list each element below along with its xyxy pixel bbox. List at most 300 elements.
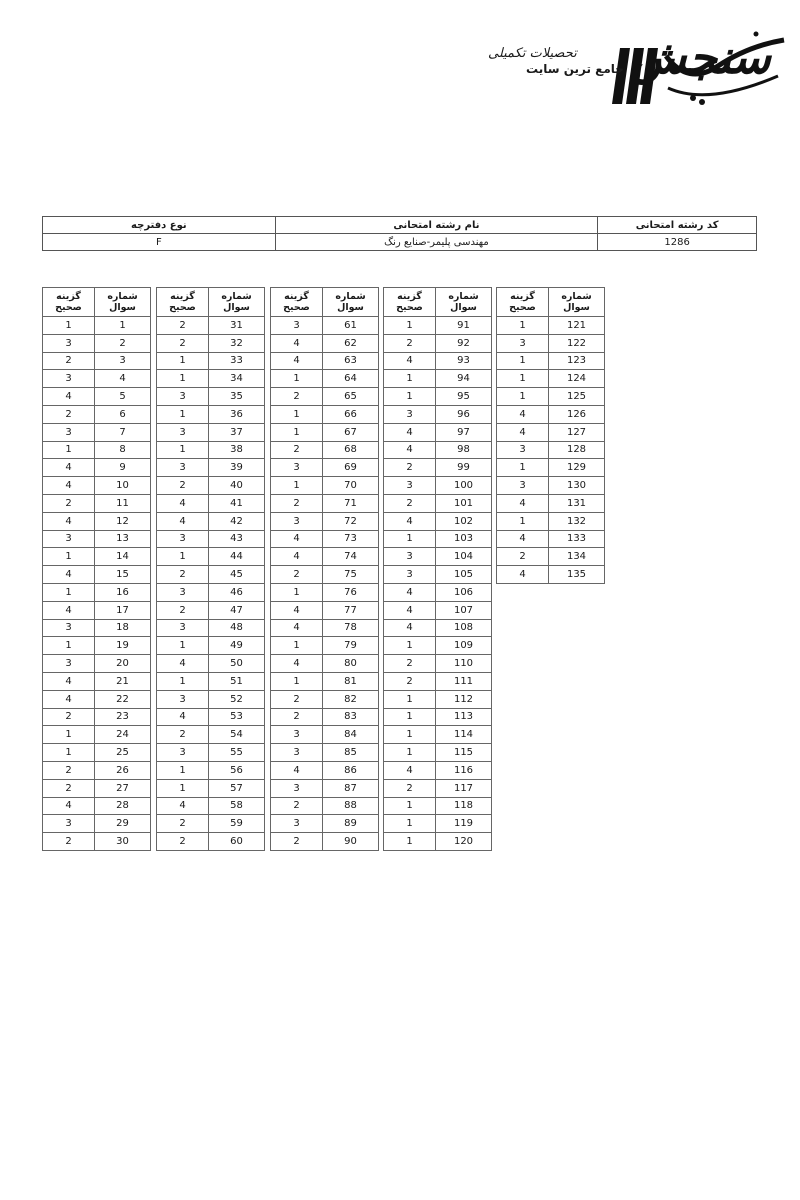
table-row (43, 405, 151, 423)
table-row (157, 601, 265, 619)
correct-answer: 3 (43, 619, 95, 637)
table-row (271, 583, 379, 601)
question-number: 2 (95, 334, 151, 352)
question-number: 117 (436, 779, 492, 797)
correct-answer: 2 (157, 833, 209, 851)
correct-answer: 2 (43, 405, 95, 423)
field-name-header: نام رشته امتحانی (275, 217, 598, 234)
booklet-type-header: نوع دفترچه (43, 217, 276, 234)
correct-answer: 3 (43, 815, 95, 833)
question-number: 51 (209, 672, 265, 690)
correct-answer: 2 (43, 494, 95, 512)
correct-answer: 2 (271, 833, 323, 851)
table-row (157, 512, 265, 530)
correct-answer: 3 (157, 583, 209, 601)
exam-info-table (42, 216, 757, 251)
question-number: 102 (436, 512, 492, 530)
question-number: 70 (323, 477, 379, 495)
question-number: 40 (209, 477, 265, 495)
field-name-value: مهندسی پلیمر-صنایع رنگ (275, 234, 598, 251)
table-row (43, 779, 151, 797)
correct-answer: 4 (43, 797, 95, 815)
table-row (384, 672, 492, 690)
correct-answer: 3 (384, 566, 436, 584)
question-number: 71 (323, 494, 379, 512)
table-row (43, 317, 151, 335)
correct-answer: 2 (43, 779, 95, 797)
question-number: 17 (95, 601, 151, 619)
correct-answer: 1 (497, 370, 549, 388)
table-row (43, 761, 151, 779)
table-row (384, 334, 492, 352)
table-row (271, 566, 379, 584)
table-row (271, 352, 379, 370)
table-row (384, 494, 492, 512)
correct-answer: 1 (384, 370, 436, 388)
correct-answer: 4 (271, 655, 323, 673)
answer-block-3 (270, 287, 379, 851)
table-row (384, 779, 492, 797)
question-number: 101 (436, 494, 492, 512)
table-row (157, 441, 265, 459)
correct-answer: 2 (271, 441, 323, 459)
question-number: 69 (323, 459, 379, 477)
correct-answer: 2 (497, 548, 549, 566)
correct-answer: 4 (271, 761, 323, 779)
question-number: 127 (549, 423, 605, 441)
correct-answer: 4 (157, 797, 209, 815)
correct-answer: 1 (384, 388, 436, 406)
logo-brand-text: سنجش (630, 30, 771, 84)
correct-answer: 3 (384, 405, 436, 423)
table-row (384, 352, 492, 370)
question-number: 75 (323, 566, 379, 584)
table-row (43, 655, 151, 673)
table-row (384, 530, 492, 548)
table-row (497, 405, 605, 423)
correct-answer: 4 (384, 601, 436, 619)
correct-answer: 2 (384, 334, 436, 352)
answer-block-4 (383, 287, 492, 851)
question-number: 100 (436, 477, 492, 495)
question-number: 30 (95, 833, 151, 851)
correct-answer: 3 (157, 423, 209, 441)
correct-answer-header: گزینه صحیح (271, 288, 323, 317)
correct-answer: 3 (384, 477, 436, 495)
correct-answer: 3 (157, 459, 209, 477)
correct-answer: 3 (271, 779, 323, 797)
question-number: 91 (436, 317, 492, 335)
correct-answer: 1 (271, 583, 323, 601)
question-number: 128 (549, 441, 605, 459)
correct-answer: 3 (43, 334, 95, 352)
question-number: 124 (549, 370, 605, 388)
question-number: 88 (323, 797, 379, 815)
question-number: 121 (549, 317, 605, 335)
correct-answer: 1 (157, 672, 209, 690)
correct-answer: 1 (384, 744, 436, 762)
table-row (157, 637, 265, 655)
table-row (271, 441, 379, 459)
table-row (43, 334, 151, 352)
table-row (384, 566, 492, 584)
correct-answer: 3 (271, 815, 323, 833)
question-number: 25 (95, 744, 151, 762)
question-number: 34 (209, 370, 265, 388)
question-number: 82 (323, 690, 379, 708)
correct-answer-header: گزینه صحیح (384, 288, 436, 317)
correct-answer: 1 (271, 405, 323, 423)
table-row (43, 815, 151, 833)
question-number: 106 (436, 583, 492, 601)
question-number: 66 (323, 405, 379, 423)
question-number: 32 (209, 334, 265, 352)
question-number-header: شماره سوال (209, 288, 265, 317)
table-row (497, 388, 605, 406)
question-number: 43 (209, 530, 265, 548)
question-number: 58 (209, 797, 265, 815)
correct-answer: 1 (157, 441, 209, 459)
question-number: 28 (95, 797, 151, 815)
info-header-row (43, 217, 757, 234)
correct-answer: 1 (497, 317, 549, 335)
correct-answer: 1 (497, 352, 549, 370)
correct-answer: 1 (384, 708, 436, 726)
table-row (271, 334, 379, 352)
table-row (497, 459, 605, 477)
table-row (384, 370, 492, 388)
correct-answer: 2 (43, 708, 95, 726)
table-row (157, 317, 265, 335)
table-row (497, 477, 605, 495)
table-row (157, 833, 265, 851)
correct-answer: 4 (43, 601, 95, 619)
question-number: 63 (323, 352, 379, 370)
question-number: 5 (95, 388, 151, 406)
table-row (384, 815, 492, 833)
correct-answer: 4 (384, 512, 436, 530)
table-row (157, 672, 265, 690)
table-row (157, 708, 265, 726)
question-number: 86 (323, 761, 379, 779)
table-row (157, 388, 265, 406)
question-number: 80 (323, 655, 379, 673)
table-row (157, 583, 265, 601)
table-row (271, 726, 379, 744)
table-row (43, 637, 151, 655)
table-row (497, 334, 605, 352)
question-number: 105 (436, 566, 492, 584)
logo (488, 26, 788, 116)
correct-answer: 4 (384, 441, 436, 459)
question-number: 12 (95, 512, 151, 530)
table-row (384, 583, 492, 601)
question-number: 15 (95, 566, 151, 584)
table-row (271, 761, 379, 779)
question-number-header: شماره سوال (436, 288, 492, 317)
table-row (157, 459, 265, 477)
table-row (384, 459, 492, 477)
question-number: 67 (323, 423, 379, 441)
table-row (384, 512, 492, 530)
question-number: 21 (95, 672, 151, 690)
table-row (43, 797, 151, 815)
correct-answer: 4 (384, 423, 436, 441)
answer-block-1 (42, 287, 151, 851)
table-row (43, 530, 151, 548)
table-row (384, 708, 492, 726)
answer-block-header (384, 288, 492, 317)
table-row (271, 637, 379, 655)
table-row (43, 744, 151, 762)
table-row (271, 405, 379, 423)
correct-answer: 2 (157, 726, 209, 744)
question-number: 107 (436, 601, 492, 619)
question-number: 85 (323, 744, 379, 762)
correct-answer: 1 (43, 583, 95, 601)
answer-block-header (43, 288, 151, 317)
question-number: 13 (95, 530, 151, 548)
correct-answer: 4 (157, 494, 209, 512)
question-number: 93 (436, 352, 492, 370)
question-number: 46 (209, 583, 265, 601)
question-number: 122 (549, 334, 605, 352)
table-row (271, 655, 379, 673)
table-row (43, 459, 151, 477)
correct-answer: 1 (157, 405, 209, 423)
correct-answer: 1 (384, 815, 436, 833)
logo-tagline: جامع ترین سایت (526, 62, 624, 76)
question-number: 24 (95, 726, 151, 744)
correct-answer: 1 (43, 744, 95, 762)
correct-answer: 4 (271, 352, 323, 370)
question-number: 83 (323, 708, 379, 726)
question-number: 50 (209, 655, 265, 673)
table-row (271, 815, 379, 833)
correct-answer: 4 (43, 459, 95, 477)
correct-answer: 2 (384, 672, 436, 690)
correct-answer: 4 (43, 690, 95, 708)
correct-answer: 4 (43, 512, 95, 530)
correct-answer: 1 (271, 477, 323, 495)
question-number: 3 (95, 352, 151, 370)
table-row (271, 833, 379, 851)
correct-answer: 2 (43, 761, 95, 779)
table-row (271, 494, 379, 512)
correct-answer: 3 (271, 726, 323, 744)
correct-answer: 3 (497, 477, 549, 495)
table-row (384, 833, 492, 851)
correct-answer: 4 (497, 423, 549, 441)
correct-answer: 1 (43, 548, 95, 566)
correct-answer: 3 (157, 744, 209, 762)
correct-answer: 4 (384, 352, 436, 370)
correct-answer: 3 (157, 690, 209, 708)
question-number: 44 (209, 548, 265, 566)
question-number: 110 (436, 655, 492, 673)
question-number: 87 (323, 779, 379, 797)
question-number: 27 (95, 779, 151, 797)
correct-answer: 3 (271, 744, 323, 762)
question-number: 54 (209, 726, 265, 744)
table-row (157, 352, 265, 370)
correct-answer: 3 (157, 530, 209, 548)
correct-answer: 4 (43, 388, 95, 406)
correct-answer: 4 (384, 619, 436, 637)
question-number: 92 (436, 334, 492, 352)
correct-answer: 4 (43, 477, 95, 495)
table-row (43, 388, 151, 406)
question-number: 60 (209, 833, 265, 851)
table-row (43, 601, 151, 619)
field-code-value: 1286 (598, 234, 757, 251)
table-row (157, 779, 265, 797)
table-row (271, 317, 379, 335)
question-number: 111 (436, 672, 492, 690)
correct-answer: 3 (43, 655, 95, 673)
correct-answer: 1 (43, 726, 95, 744)
question-number: 94 (436, 370, 492, 388)
correct-answer: 1 (497, 388, 549, 406)
question-number: 89 (323, 815, 379, 833)
table-row (384, 637, 492, 655)
correct-answer: 1 (157, 352, 209, 370)
table-row (43, 726, 151, 744)
question-number: 20 (95, 655, 151, 673)
correct-answer: 2 (271, 797, 323, 815)
correct-answer: 1 (384, 726, 436, 744)
table-row (43, 423, 151, 441)
question-number: 132 (549, 512, 605, 530)
table-row (497, 370, 605, 388)
question-number: 103 (436, 530, 492, 548)
correct-answer: 2 (384, 494, 436, 512)
question-number: 126 (549, 405, 605, 423)
table-row (384, 317, 492, 335)
table-row (43, 494, 151, 512)
correct-answer: 4 (157, 655, 209, 673)
question-number: 79 (323, 637, 379, 655)
question-number: 77 (323, 601, 379, 619)
question-number: 84 (323, 726, 379, 744)
answer-block-5 (496, 287, 605, 584)
table-row (271, 370, 379, 388)
question-number: 23 (95, 708, 151, 726)
table-row (157, 797, 265, 815)
correct-answer: 1 (157, 637, 209, 655)
table-row (271, 477, 379, 495)
question-number: 36 (209, 405, 265, 423)
table-row (43, 352, 151, 370)
table-row (271, 797, 379, 815)
question-number: 104 (436, 548, 492, 566)
correct-answer: 3 (157, 388, 209, 406)
question-number: 131 (549, 494, 605, 512)
table-row (271, 779, 379, 797)
table-row (497, 352, 605, 370)
question-number: 125 (549, 388, 605, 406)
correct-answer: 4 (271, 601, 323, 619)
table-row (43, 370, 151, 388)
table-row (43, 548, 151, 566)
question-number: 135 (549, 566, 605, 584)
question-number: 38 (209, 441, 265, 459)
table-row (497, 548, 605, 566)
question-number: 99 (436, 459, 492, 477)
question-number: 130 (549, 477, 605, 495)
correct-answer-header: گزینه صحیح (43, 288, 95, 317)
correct-answer: 1 (497, 512, 549, 530)
correct-answer: 2 (157, 601, 209, 619)
correct-answer: 1 (384, 690, 436, 708)
table-row (43, 672, 151, 690)
correct-answer: 4 (43, 672, 95, 690)
question-number: 109 (436, 637, 492, 655)
correct-answer: 4 (497, 494, 549, 512)
table-row (271, 619, 379, 637)
correct-answer: 4 (157, 708, 209, 726)
question-number: 42 (209, 512, 265, 530)
table-row (271, 708, 379, 726)
correct-answer-header: گزینه صحیح (157, 288, 209, 317)
question-number: 115 (436, 744, 492, 762)
question-number: 129 (549, 459, 605, 477)
table-row (384, 548, 492, 566)
answer-block-header (497, 288, 605, 317)
table-row (497, 566, 605, 584)
question-number: 64 (323, 370, 379, 388)
question-number: 37 (209, 423, 265, 441)
table-row (271, 388, 379, 406)
table-row (157, 566, 265, 584)
table-row (384, 655, 492, 673)
question-number: 14 (95, 548, 151, 566)
table-row (497, 441, 605, 459)
correct-answer: 2 (157, 566, 209, 584)
correct-answer: 1 (43, 637, 95, 655)
table-row (43, 477, 151, 495)
table-row (271, 459, 379, 477)
question-number: 123 (549, 352, 605, 370)
table-row (157, 815, 265, 833)
table-row (271, 548, 379, 566)
correct-answer: 2 (271, 388, 323, 406)
question-number: 10 (95, 477, 151, 495)
correct-answer: 4 (271, 548, 323, 566)
correct-answer: 4 (271, 619, 323, 637)
table-row (157, 530, 265, 548)
table-row (497, 512, 605, 530)
question-number: 35 (209, 388, 265, 406)
table-row (157, 494, 265, 512)
question-number: 53 (209, 708, 265, 726)
correct-answer: 2 (157, 477, 209, 495)
correct-answer: 1 (157, 548, 209, 566)
question-number: 72 (323, 512, 379, 530)
table-row (497, 530, 605, 548)
table-row (157, 477, 265, 495)
question-number: 49 (209, 637, 265, 655)
question-number: 4 (95, 370, 151, 388)
question-number-header: شماره سوال (323, 288, 379, 317)
logo-tagline-script: تحصیلات تکمیلی (488, 46, 577, 61)
correct-answer: 2 (157, 317, 209, 335)
correct-answer: 4 (497, 405, 549, 423)
question-number: 1 (95, 317, 151, 335)
question-number: 133 (549, 530, 605, 548)
question-number: 11 (95, 494, 151, 512)
table-row (384, 601, 492, 619)
